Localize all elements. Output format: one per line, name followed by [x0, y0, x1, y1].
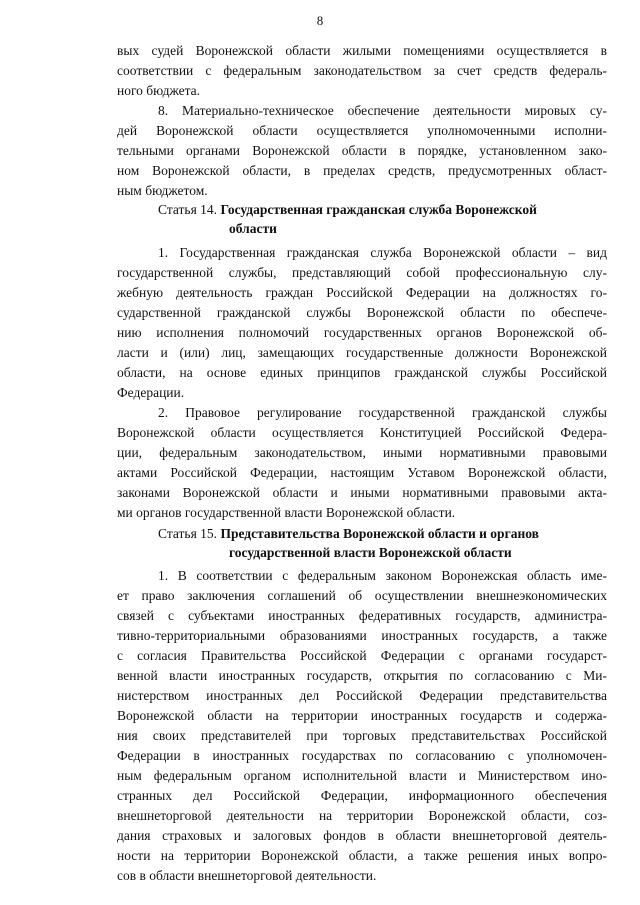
text-line: ным бюджетом.: [117, 183, 208, 198]
article-14-title-cont: области: [229, 221, 277, 236]
text-line: дания страховых и залоговых фондов в области внешнеторговой деятель-: [117, 828, 607, 843]
text-line: нию исполнения полномочий государственных органов Воронежской об-: [117, 325, 607, 340]
text-line: ции, федеральным законодательством, иными нормативными правовыми: [117, 445, 607, 460]
text-line: соответствии с федеральным законодательством за счет средств федераль-: [117, 63, 607, 78]
text-line: Федерации в иностранных государствах по согласованию с уполномочен-: [117, 748, 607, 763]
text-line: ности на территории Воронежской области, а также решения иных вопро-: [117, 848, 607, 863]
text-line: Федерации.: [117, 385, 185, 400]
text-line: ет право заключения соглашений об осуществлении внешнеэкономических: [117, 588, 607, 603]
text-line: внешнеторговой деятельности на территории Воронежской области, соз-: [117, 808, 607, 823]
text-line: ном Воронежской области, в пределах средств, предусмотренных област-: [117, 163, 607, 178]
text-line: дей Воронежской области осуществляется уполномоченными исполни-: [117, 123, 607, 138]
text-line: венной власти иностранных государств, открытия по согласованию с Ми-: [117, 668, 607, 683]
text-line: ным федеральным органом исполнительной власти и Министерством ино-: [117, 768, 607, 783]
text-line: связей с субъектами иностранных федеративных государств, администра-: [117, 608, 607, 623]
text-line: 8. Материально-техническое обеспечение деятельности мировых су-: [158, 103, 607, 118]
text-line: тельными органами Воронежской области в порядке, установленном зако-: [117, 143, 607, 158]
text-line: ния своих представителей при торговых представительствах Российской: [117, 728, 607, 743]
text-line: нистерством иностранных дел Российской Федерации представительства: [117, 688, 607, 703]
article-15-title-cont: государственной власти Воронежской области: [229, 545, 512, 560]
article-14-heading: [158, 200, 618, 219]
text-line: тивно-территориальными образованиями иностранных государств, а также: [117, 628, 607, 643]
text-line: 1. Государственная гражданская служба Воронежской области – вид: [158, 245, 607, 260]
text-line: актами Российской Федерации, настоящим Уставом Воронежской области,: [117, 465, 607, 480]
text-line: законами Воронежской области и иными нормативными правовыми акта-: [117, 485, 607, 500]
article-14-title: Государственная гражданская служба Воронежской: [220, 202, 537, 217]
text-line: странных дел Российской Федерации, информационного обеспечения: [117, 788, 607, 803]
text-line: государственной службы, представляющий собой профессиональную слу-: [117, 265, 607, 280]
page-number: 8: [316, 13, 324, 28]
article-15-heading: [158, 524, 618, 543]
text-line: области, на основе единых принципов гражданской службы Российской: [117, 365, 607, 380]
article-14-prefix: Статья 14.: [158, 202, 221, 217]
text-line: 2. Правовое регулирование государственной гражданской службы: [158, 405, 607, 420]
text-line: вых судей Воронежской области жилыми помещениями осуществляется в: [117, 43, 607, 58]
text-line: Воронежской области осуществляется Конституцией Российской Федера-: [117, 425, 607, 440]
text-line: жебную деятельность граждан Российской Федерации на должностях го-: [117, 285, 607, 300]
article-15-title: Представительства Воронежской области и органов: [220, 526, 539, 541]
article-15-prefix: Статья 15.: [158, 526, 221, 541]
text-line: с согласия Правительства Российской Федерации с органами государст-: [117, 648, 607, 663]
text-line: Воронежской области на территории иностранных государств и содержа-: [117, 708, 607, 723]
text-line: ного бюджета.: [117, 83, 201, 98]
text-line: сударственной гражданской службы Воронежской области по обеспече-: [117, 305, 607, 320]
text-line: сов в области внешнеторговой деятельности.: [117, 868, 377, 883]
text-line: 1. В соответствии с федеральным законом Воронежская область име-: [158, 568, 607, 583]
text-line: ласти и (или) лиц, замещающих государственные должности Воронежской: [117, 345, 607, 360]
text-line: ми органов государственной власти Воронежской области.: [117, 505, 456, 520]
